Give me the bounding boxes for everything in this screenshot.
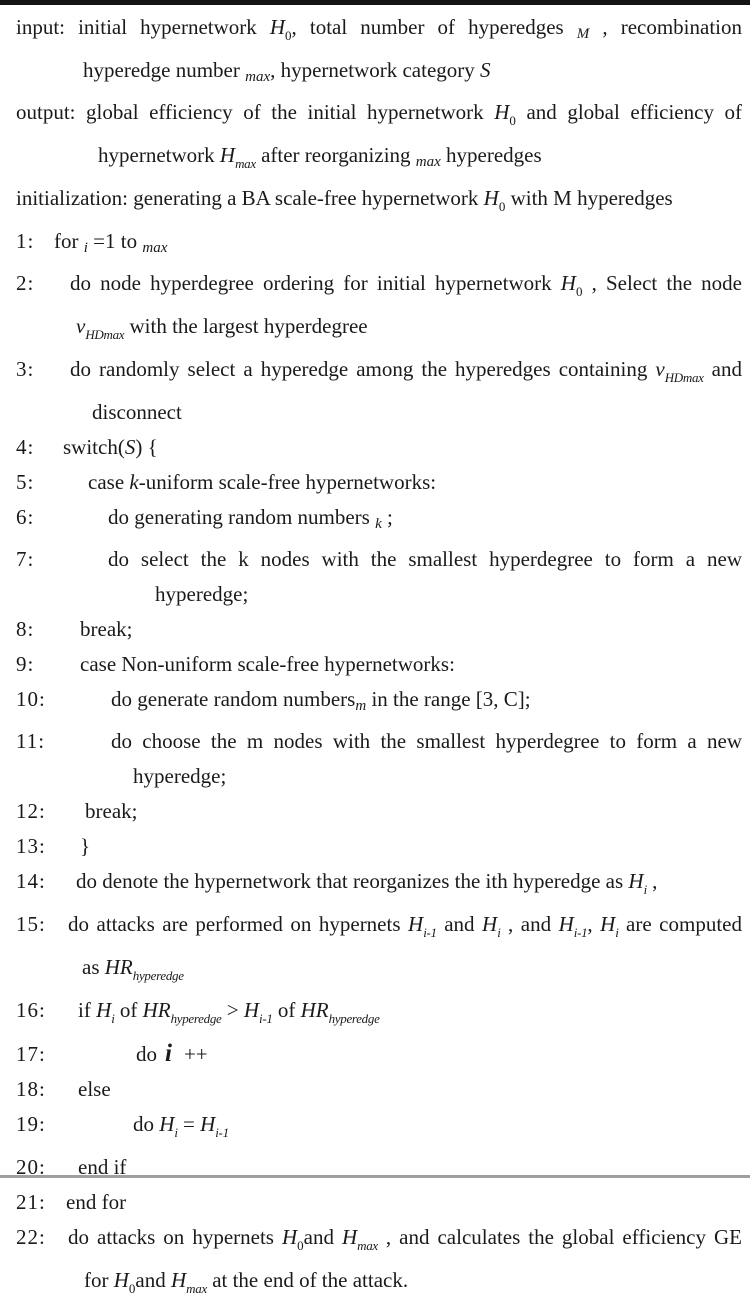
text-segment: with the largest hyperdegree [124, 314, 368, 338]
line-number: 16: [16, 998, 46, 1022]
text-segment: , [646, 869, 658, 893]
text-segment: at the end of the attack. [206, 1268, 409, 1292]
math-variable: H [219, 143, 236, 167]
step-4 [8, 430, 742, 465]
math-variable: H [113, 1268, 129, 1292]
text-segment: switch( [63, 435, 125, 459]
text-segment: and [436, 912, 483, 936]
text-segment: for [84, 1268, 114, 1292]
step-7 [8, 542, 742, 577]
text-segment: do generating random numbers [108, 505, 376, 529]
subscript: HDmax [85, 327, 125, 342]
indent-spacer [54, 565, 108, 566]
subscript: 0 [285, 28, 292, 43]
math-variable: H [200, 1112, 216, 1136]
text-segment: > [221, 998, 244, 1022]
text-segment: and [303, 1225, 342, 1249]
math-variable: HR [142, 998, 171, 1022]
math-variable: S [124, 435, 136, 459]
output-line-1 [8, 95, 742, 138]
math-variable: H [159, 1112, 175, 1136]
line-number: 13: [16, 834, 46, 858]
math-variable: HR [104, 955, 133, 979]
math-variable: i [83, 240, 88, 256]
math-variable: H [494, 100, 510, 124]
line-number: 21: [16, 1190, 46, 1214]
text-segment: and global efficiency of [515, 100, 742, 124]
line-number: 5: [16, 470, 35, 494]
step-1 [8, 224, 742, 266]
step-17 [8, 1036, 742, 1072]
input-line-1 [8, 10, 742, 53]
text-segment: case [88, 470, 130, 494]
subscript: i [615, 925, 619, 940]
math-variable: H [408, 912, 424, 936]
indent-spacer [54, 1173, 78, 1174]
step-12 [8, 794, 742, 829]
text-segment: hyperedge; [133, 764, 227, 788]
text-segment: do attacks are performed on hypernets [68, 912, 409, 936]
indent-spacer [54, 1016, 78, 1017]
text-segment: ) { [135, 435, 158, 459]
text-segment: after reorganizing [255, 143, 416, 167]
math-variable: max [245, 69, 271, 85]
text-segment: , recombination [589, 15, 743, 39]
line-number: 15: [16, 912, 46, 936]
line-number: 3: [16, 357, 35, 381]
indent-spacer [54, 289, 70, 290]
step-22-cont [8, 1263, 742, 1306]
step-7-cont [8, 577, 742, 612]
math-variable: m [355, 698, 367, 714]
line-number: 11: [16, 729, 46, 753]
subscript: i-1 [423, 925, 437, 940]
math-variable: H [558, 912, 574, 936]
step-20 [8, 1150, 742, 1185]
text-segment: do randomly select a hyperedge among the hyperedges containing [70, 357, 656, 381]
text-segment: for [54, 229, 84, 253]
text-segment: as [82, 955, 105, 979]
text-segment: , Select the node [582, 271, 742, 295]
indent-spacer [54, 887, 76, 888]
input-line-2 [8, 53, 742, 95]
step-19 [8, 1107, 742, 1150]
text-segment: initialization: generating a BA scale-free hypernetwork [16, 186, 484, 210]
indent-spacer [54, 852, 80, 853]
text-segment: are computed [618, 912, 742, 936]
line-number: 4: [16, 435, 35, 459]
step-9 [8, 647, 742, 682]
subscript: i [643, 882, 647, 897]
subscript: 0 [498, 199, 506, 214]
line-number: 14: [16, 869, 46, 893]
subscript: i-1 [573, 925, 588, 940]
text-segment: do node hyperdegree ordering for initial hypernetwork [70, 271, 561, 295]
text-segment: break; [80, 617, 133, 641]
math-variable: S [480, 58, 491, 82]
text-segment: hyperedges [440, 143, 542, 167]
text-segment: } [80, 834, 91, 858]
math-variable: H [600, 912, 616, 936]
indent-spacer [54, 1095, 78, 1096]
subscript: 0 [297, 1238, 304, 1253]
indent-spacer [54, 670, 80, 671]
line-number: 20: [16, 1155, 46, 1179]
math-variable: H [281, 1225, 298, 1249]
math-variable: H [482, 912, 498, 936]
subscript: hyperedge [170, 1011, 222, 1026]
text-segment: do [136, 1042, 157, 1066]
initialization-line [8, 181, 742, 224]
math-variable: H [171, 1268, 187, 1292]
text-segment: of [272, 998, 301, 1022]
math-variable: max [142, 240, 168, 256]
step-18 [8, 1072, 742, 1107]
text-segment: ; [381, 505, 393, 529]
step-6 [8, 500, 742, 542]
line-number: 1: [16, 229, 35, 253]
math-variable: v [76, 314, 86, 338]
math-variable: H [96, 998, 112, 1022]
math-variable: k [129, 470, 139, 494]
step-21 [8, 1185, 742, 1220]
subscript: hyperedge [132, 968, 184, 983]
step-5 [8, 465, 742, 500]
math-variable: v [655, 357, 665, 381]
text-segment: , total number of hyperedges [291, 15, 577, 39]
math-variable: H [560, 271, 576, 295]
line-number: 22: [16, 1225, 46, 1249]
line-number: 9: [16, 652, 35, 676]
text-segment: with M hyperedges [505, 186, 673, 210]
text-segment: do attacks on hypernets [68, 1225, 282, 1249]
text-segment: do [133, 1112, 160, 1136]
step-8 [8, 612, 742, 647]
step-2 [8, 266, 742, 309]
math-variable: H [341, 1225, 358, 1249]
step-15-cont [8, 950, 742, 993]
text-segment: else [78, 1077, 111, 1101]
text-segment: = [177, 1112, 201, 1136]
text-segment: input: initial hypernetwork [16, 15, 270, 39]
math-variable: HR [300, 998, 329, 1022]
text-segment: =1 to [87, 229, 143, 253]
indent-spacer [54, 817, 85, 818]
step-3-cont [8, 395, 742, 430]
subscript: 0 [128, 1281, 136, 1296]
math-variable: H [269, 15, 286, 39]
subscript: HDmax [664, 370, 704, 385]
subscript: max [235, 156, 256, 171]
indent-spacer [54, 930, 68, 931]
indent-spacer [54, 705, 111, 706]
indent-spacer [54, 747, 111, 748]
text-segment: in the range [3, C]; [366, 687, 531, 711]
text-segment: end for [66, 1190, 127, 1214]
step-22 [8, 1220, 742, 1263]
step-3 [8, 352, 742, 395]
line-number: 7: [16, 547, 35, 571]
step-10 [8, 682, 742, 724]
text-segment: and [703, 357, 742, 381]
text-segment: disconnect [92, 400, 182, 424]
line-number: 19: [16, 1112, 46, 1136]
indent-spacer [54, 635, 80, 636]
text-segment: hyperedge; [155, 582, 249, 606]
subscript: i-1 [215, 1125, 229, 1140]
text-segment: break; [85, 799, 138, 823]
math-variable: i [165, 1040, 172, 1067]
text-segment: if [78, 998, 97, 1022]
line-number: 2: [16, 271, 35, 295]
subscript: max [357, 1238, 378, 1253]
text-segment: hypernetwork [98, 143, 220, 167]
math-variable: M [576, 26, 590, 42]
text-segment: do denote the hypernetwork that reorganizes the ith hyperedge as [76, 869, 629, 893]
indent-spacer [54, 1060, 136, 1061]
text-segment: do choose the m nodes with the smallest hyperdegree to form a new [111, 729, 742, 753]
indent-spacer [54, 1243, 68, 1244]
subscript: 0 [509, 113, 516, 128]
indent-spacer [54, 1208, 66, 1209]
line-number: 18: [16, 1077, 46, 1101]
math-variable: H [628, 869, 644, 893]
indent-spacer [54, 523, 108, 524]
subscript: hyperedge [328, 1011, 380, 1026]
text-segment: , and [500, 912, 559, 936]
math-variable: max [415, 154, 441, 170]
line-number: 10: [16, 687, 46, 711]
step-11-cont [8, 759, 742, 794]
text-segment: do generate random numbers [111, 687, 356, 711]
line-number: 6: [16, 505, 35, 529]
text-segment: hyperedge number [83, 58, 246, 82]
text-segment: and [135, 1268, 171, 1292]
indent-spacer [54, 453, 63, 454]
subscript: i [497, 925, 501, 940]
subscript: i [174, 1125, 178, 1140]
math-variable: H [243, 998, 260, 1022]
text-segment: case Non-uniform scale-free hypernetworks: [80, 652, 455, 676]
text-segment: , and calculates the global efficiency GE [377, 1225, 742, 1249]
text-segment: , hypernetwork category [270, 58, 481, 82]
math-variable: H [483, 186, 499, 210]
text-segment: ++ [183, 1042, 208, 1066]
indent-spacer [54, 1130, 133, 1131]
line-number: 17: [16, 1042, 46, 1066]
subscript: max [186, 1281, 207, 1296]
step-14 [8, 864, 742, 907]
text-segment: -uniform scale-free hypernetworks: [138, 470, 437, 494]
output-line-2 [8, 138, 742, 181]
indent-spacer [54, 488, 88, 489]
text-segment: , [587, 912, 601, 936]
step-16 [8, 993, 742, 1036]
text-segment: end if [78, 1155, 127, 1179]
line-number: 12: [16, 799, 46, 823]
math-variable: k [375, 516, 382, 532]
line-number: 8: [16, 617, 35, 641]
algorithm-lines [8, 10, 742, 1306]
text-segment: output: global efficiency of the initial hypernetwork [16, 100, 495, 124]
step-13 [8, 829, 742, 864]
text-segment: do select the k nodes with the smallest hyperdegree to form a new [108, 547, 742, 571]
subscript: i [111, 1011, 115, 1026]
text-segment: of [114, 998, 143, 1022]
step-2-cont [8, 309, 742, 352]
subscript: i-1 [259, 1011, 273, 1026]
step-11 [8, 724, 742, 759]
step-15 [8, 907, 742, 950]
indent-spacer [54, 375, 70, 376]
subscript: 0 [575, 284, 583, 299]
